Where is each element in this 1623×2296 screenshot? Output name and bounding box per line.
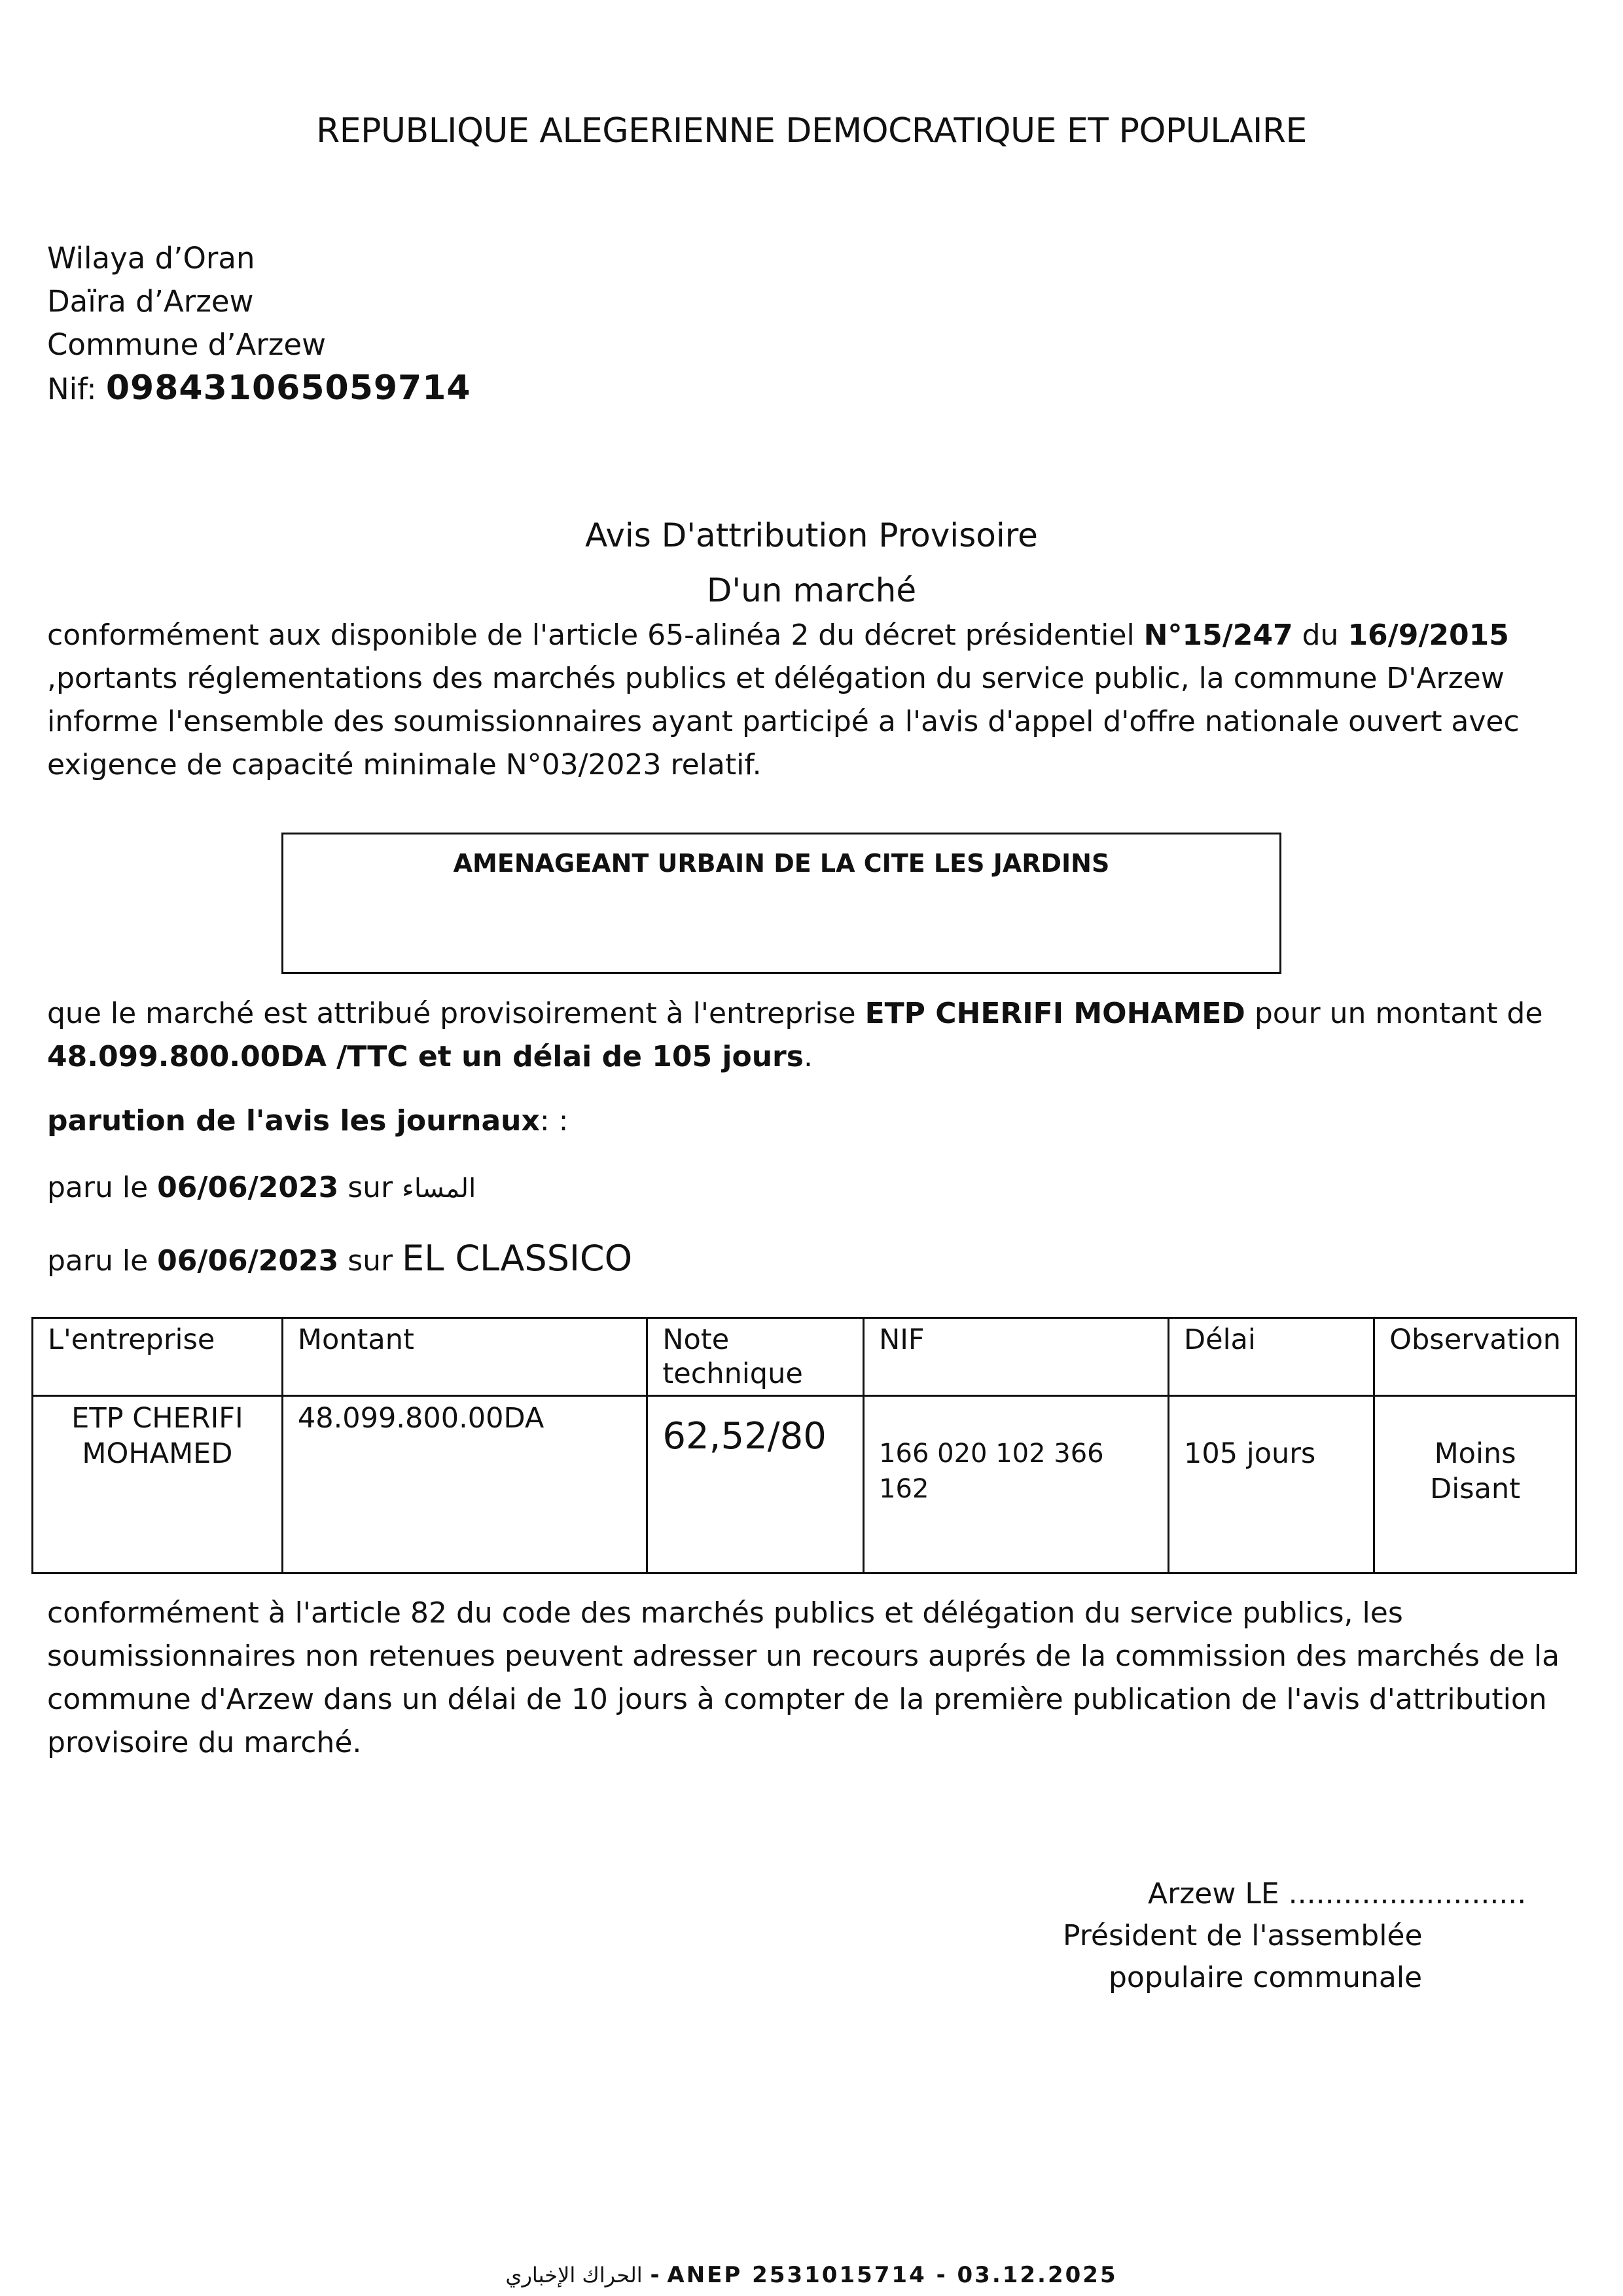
signature-line1: Président de l'assemblée	[1063, 1919, 1423, 1952]
pub2-journal: EL CLASSICO	[402, 1238, 633, 1279]
daira: Daïra d’Arzew	[47, 284, 254, 319]
publication-heading-text: parution de l'avis les journaux	[47, 1104, 540, 1138]
intro-paragraph	[47, 614, 1592, 787]
pub2-date: 06/06/2023	[157, 1244, 339, 1278]
decree-date: 16/9/2015	[1347, 619, 1509, 652]
pub1-date: 06/06/2023	[157, 1171, 339, 1204]
notice-title	[0, 508, 1623, 618]
cell-entreprise: ETP CHERIFI MOHAMED	[33, 1396, 283, 1573]
cell-montant: 48.099.800.00DA	[282, 1396, 647, 1573]
award-paragraph	[47, 992, 1592, 1079]
nif-line	[47, 367, 471, 411]
pub2-prefix: paru le	[47, 1244, 158, 1278]
signature-line2: populaire communale	[1109, 1961, 1423, 1994]
table-header-row	[33, 1318, 1577, 1396]
col-header-nif: NIF	[864, 1318, 1169, 1396]
award-text-2: pour un montant de	[1245, 997, 1543, 1030]
award-text-1: que le marché est attribué provisoirement à l'entreprise	[47, 997, 865, 1030]
project-title: AMENAGEANT URBAIN DE LA CITE LES JARDINS	[453, 849, 1110, 878]
pub1-prefix: paru le	[47, 1171, 158, 1204]
intro-text-1: conformément aux disponible de l'article 65-alinéa 2 du décret présidentiel	[47, 619, 1144, 652]
publication-heading-suffix: : :	[539, 1104, 569, 1138]
footer-separator: -	[642, 2262, 668, 2288]
wilaya: Wilaya d’Oran	[47, 241, 255, 276]
pub1-journal: المساء	[402, 1174, 476, 1204]
notice-title-line2: D'un marché	[706, 571, 917, 609]
col-header-montant: Montant	[282, 1318, 647, 1396]
cell-delai: 105 jours	[1169, 1396, 1374, 1573]
publication-entry-1	[47, 1166, 1592, 1210]
recourse-paragraph: conformément à l'article 82 du code des marchés publics et délégation du service publics, les soumissionnaires non retenues peuvent adresser un recours auprés de la commission des marchés de la commune d'Arzew dans un délai de 10 jours à compter de la première publication de l'avis d'attribution provisoire du marché.	[47, 1596, 1560, 1759]
intro-text-2: du	[1293, 619, 1348, 652]
awarded-company: ETP CHERIFI MOHAMED	[865, 997, 1245, 1030]
intro-text-3: ,portants réglementations des marchés publics et délégation du service public, la commune D'Arzew informe l'ensemble des soumissionnaires ayant participé a l'avis d'appel d'offre nationale ouvert avec exigence de capacité minimale N°03/2023 relatif.	[47, 662, 1520, 781]
pub2-sur: sur	[338, 1244, 402, 1278]
footer-anep-ref: ANEP 2531015714 - 03.12.2025	[667, 2262, 1118, 2288]
col-header-delai: Délai	[1169, 1318, 1374, 1396]
commune: Commune d’Arzew	[47, 327, 326, 362]
decree-number: N°15/247	[1143, 619, 1293, 652]
signature-place-date: Arzew LE ..........................	[1148, 1877, 1527, 1910]
table-row	[33, 1396, 1577, 1573]
republic-heading: REPUBLIQUE ALEGERIENNE DEMOCRATIQUE ET POPULAIRE	[316, 111, 1307, 151]
pub1-sur: sur	[338, 1171, 402, 1204]
publication-heading	[47, 1100, 1592, 1143]
cell-note: 62,52/80	[647, 1396, 864, 1573]
award-text-3: .	[803, 1040, 813, 1073]
results-table	[31, 1317, 1577, 1574]
administrative-block	[47, 237, 471, 411]
footer-newspaper: الحراك الإخباري	[505, 2263, 643, 2287]
col-header-observation: Observation	[1374, 1318, 1577, 1396]
nif-label: Nif:	[47, 372, 106, 406]
notice-title-line1: Avis D'attribution Provisoire	[585, 516, 1038, 554]
footer-reference	[0, 2262, 1623, 2288]
cell-nif: 166 020 102 366 162	[864, 1396, 1169, 1573]
nif-value: 098431065059714	[105, 368, 471, 408]
award-amount-terms: 48.099.800.00DA /TTC et un délai de 105 jours	[47, 1040, 804, 1073]
col-header-note: Note technique	[647, 1318, 864, 1396]
cell-observation: Moins Disant	[1374, 1396, 1577, 1573]
publication-entry-2	[47, 1237, 1592, 1283]
project-box	[281, 833, 1281, 974]
col-header-entreprise: L'entreprise	[33, 1318, 283, 1396]
